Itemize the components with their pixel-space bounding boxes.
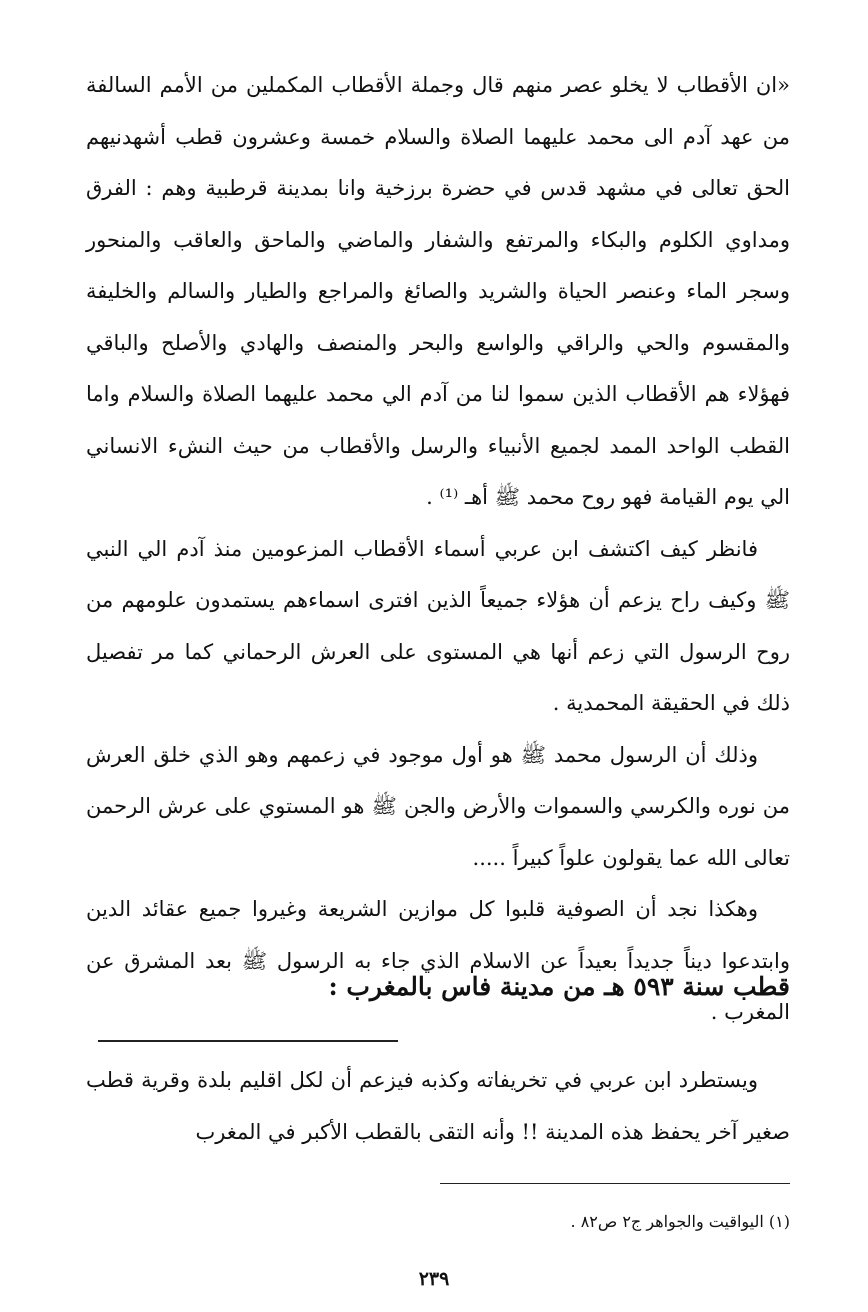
main-body-text — [86, 60, 790, 1039]
body-paragraph: فانظر كيف اكتشف ابن عربي أسماء الأقطاب المزعومين منذ آدم الي النبي ﷺ وكيف راح يزعم أن هؤلاء جميعاً الذين افترى اسماءهم يستمدون علومهم من روح الرسول التي زعم أنها هي المستوى على العرش الرحماني كما مر تفصيل ذلك في الحقيقة المحمدية . — [86, 536, 790, 715]
section-heading: قطب سنة ٥٩٣ هـ من مدينة فاس بالمغرب : — [328, 972, 790, 1001]
section-divider — [98, 1040, 398, 1042]
footnote-divider — [440, 1183, 790, 1184]
page-number: ٢٣٩ — [418, 1268, 450, 1290]
body-paragraph: وهكذا نجد أن الصوفية قلبوا كل موازين الشريعة وغيروا جميع عقائد الدين وابتدعوا ديناً جديداً بعيداً عن الاسلام الذي جاء به الرسول ﷺ بعد المشرق عن المغرب . — [86, 897, 790, 1024]
body-paragraph-quote: «ان الأقطاب لا يخلو عصر منهم قال وجملة الأقطاب المكملين من الأمم السالفة من عهد آدم الى محمد عليهما الصلاة والسلام خمسة وعشرون قطب أشهدنيهم الحق تعالى في مشهد قدس في حضرة برزخية وانا بمدينة قرطبية وهم : الفرق ومداوي الكلوم والبكاء والمرتفع والشفار والماضي والماحق والعاقب والمنحور وسجر الماء وعنصر الحياة والشريد والصائغ والمراجع والطيار والسالم والخليفة والمقسوم والحي والراقي والواسع والبحر والمنصف والهادي والأصلح والباقي فهؤلاء هم الأقطاب الذين سموا لنا من آدم الي محمد عليهما الصلاة والسلام واما القطب الواحد الممد لجميع الأنبياء والرسل والأقطاب من حيث النشء الانساني الي يوم القيامة فهو روح محمد ﷺ أهـ ⁽¹⁾ . — [86, 73, 790, 509]
body-paragraph: وذلك أن الرسول محمد ﷺ هو أول موجود في زعمهم وهو الذي خلق العرش من نوره والكرسي والسموات والأرض والجن ﷺ هو المستوي على عرش الرحمن تعالى الله عما يقولون علواً كبيراً ..... — [86, 742, 790, 870]
section-body-text — [86, 1054, 790, 1158]
body-paragraph: ويستطرد ابن عربي في تخريفاته وكذبه فيزعم أن لكل اقليم بلدة وقرية قطب صغير آخر يحفظ هذه المدينة !! وأنه التقى بالقطب الأكبر في المغرب — [86, 1068, 790, 1144]
footnote: (١) اليواقيت والجواهر ج٢ ص٨٢ . — [570, 1212, 790, 1231]
